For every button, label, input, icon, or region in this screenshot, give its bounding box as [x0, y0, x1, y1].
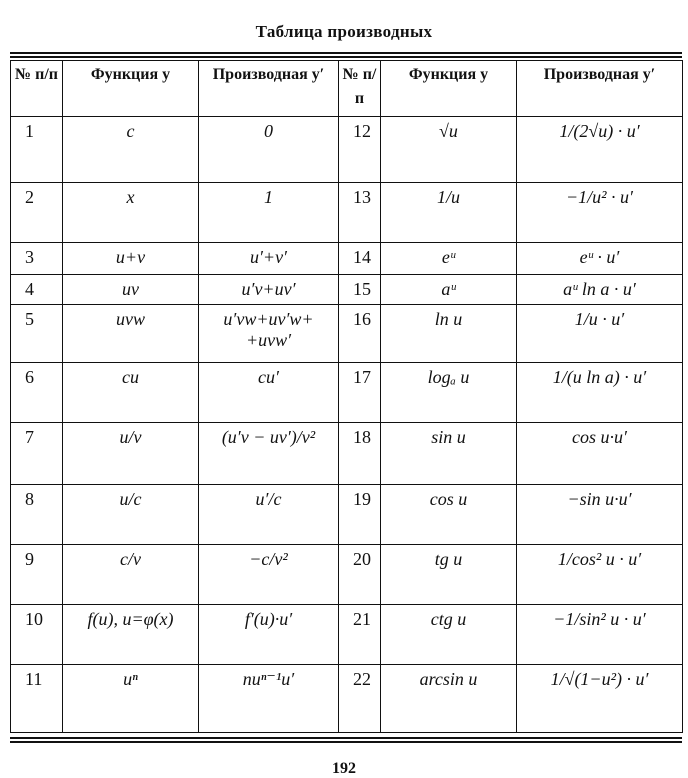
derivative-cell: cos u·u′: [517, 423, 683, 485]
function-cell: tg u: [381, 545, 517, 605]
header-func-2: Функция y: [381, 61, 517, 117]
row-number: 17: [339, 363, 381, 423]
row-number: 5: [11, 305, 63, 363]
row-number: 22: [339, 665, 381, 733]
row-number: 14: [339, 243, 381, 275]
table-row: [11, 183, 683, 243]
row-number: 6: [11, 363, 63, 423]
function-cell: u/v: [63, 423, 199, 485]
function-cell: arcsin u: [381, 665, 517, 733]
function-cell: ctg u: [381, 605, 517, 665]
header-num: № п/п: [11, 61, 63, 117]
derivative-cell: −1/u² · u′: [517, 183, 683, 243]
function-cell: x: [63, 183, 199, 243]
derivative-cell: (u′v − uv′)/v²: [199, 423, 339, 485]
row-number: 20: [339, 545, 381, 605]
header-deriv-2: Производная y′: [517, 61, 683, 117]
function-cell: sin u: [381, 423, 517, 485]
table-row: [11, 275, 683, 305]
derivative-cell: 0: [199, 117, 339, 183]
bottom-rule: [10, 737, 682, 739]
derivative-cell: 1/(2√u) · u′: [517, 117, 683, 183]
page-title: Таблица производных: [255, 22, 433, 41]
derivative-cell: 1/cos² u · u′: [517, 545, 683, 605]
row-number: 2: [11, 183, 63, 243]
header-func: Функция y: [63, 61, 199, 117]
derivative-cell: 1/u · u′: [517, 305, 683, 363]
function-cell: ln u: [381, 305, 517, 363]
derivative-cell: −sin u·u′: [517, 485, 683, 545]
table-row: [11, 545, 683, 605]
function-cell: f(u), u=φ(x): [63, 605, 199, 665]
header-num-2: № п/п: [339, 61, 381, 117]
function-cell: uvw: [63, 305, 199, 363]
row-number: 7: [11, 423, 63, 485]
function-cell: eᵘ: [381, 243, 517, 275]
function-cell: u+v: [63, 243, 199, 275]
function-cell: 1/u: [381, 183, 517, 243]
header-row: [11, 61, 683, 117]
derivative-cell: u′vw+uv′w+ +uvw′: [199, 305, 339, 363]
derivative-cell: aᵘ ln a · u′: [517, 275, 683, 305]
row-number: 10: [11, 605, 63, 665]
function-cell: c: [63, 117, 199, 183]
derivative-cell: 1/(u ln a) · u′: [517, 363, 683, 423]
row-number: 11: [11, 665, 63, 733]
table-row: [11, 243, 683, 275]
derivative-cell: −c/v²: [199, 545, 339, 605]
table-row: [11, 117, 683, 183]
row-number: 15: [339, 275, 381, 305]
row-number: 3: [11, 243, 63, 275]
table-row: [11, 665, 683, 733]
derivative-cell: −1/sin² u · u′: [517, 605, 683, 665]
derivatives-table: [10, 60, 683, 733]
derivative-cell: f′(u)·u′: [199, 605, 339, 665]
row-number: 9: [11, 545, 63, 605]
derivative-cell: u′/c: [199, 485, 339, 545]
row-number: 13: [339, 183, 381, 243]
function-cell: cos u: [381, 485, 517, 545]
table-row: [11, 485, 683, 545]
row-number: 19: [339, 485, 381, 545]
function-cell: uv: [63, 275, 199, 305]
derivative-cell: u′+v′: [199, 243, 339, 275]
top-rule-2: [10, 56, 682, 58]
derivative-cell: nuⁿ⁻¹u′: [199, 665, 339, 733]
function-cell: √u: [381, 117, 517, 183]
function-cell: logₐ u: [381, 363, 517, 423]
table-row: [11, 363, 683, 423]
table-row: [11, 305, 683, 363]
function-cell: c/v: [63, 545, 199, 605]
page-number: 192: [332, 760, 356, 777]
row-number: 18: [339, 423, 381, 485]
derivative-cell: u′v+uv′: [199, 275, 339, 305]
header-deriv: Производная y′: [199, 61, 339, 117]
derivative-cell: 1/√(1−u²) · u′: [517, 665, 683, 733]
function-cell: cu: [63, 363, 199, 423]
derivative-cell: eᵘ · u′: [517, 243, 683, 275]
table-row: [11, 605, 683, 665]
row-number: 8: [11, 485, 63, 545]
function-cell: aᵘ: [381, 275, 517, 305]
bottom-rule-2: [10, 741, 682, 743]
derivative-cell: 1: [199, 183, 339, 243]
derivative-cell: cu′: [199, 363, 339, 423]
row-number: 12: [339, 117, 381, 183]
function-cell: u/c: [63, 485, 199, 545]
row-number: 4: [11, 275, 63, 305]
table-row: [11, 423, 683, 485]
function-cell: uⁿ: [63, 665, 199, 733]
row-number: 21: [339, 605, 381, 665]
row-number: 1: [11, 117, 63, 183]
row-number: 16: [339, 305, 381, 363]
top-rule: [10, 52, 682, 54]
